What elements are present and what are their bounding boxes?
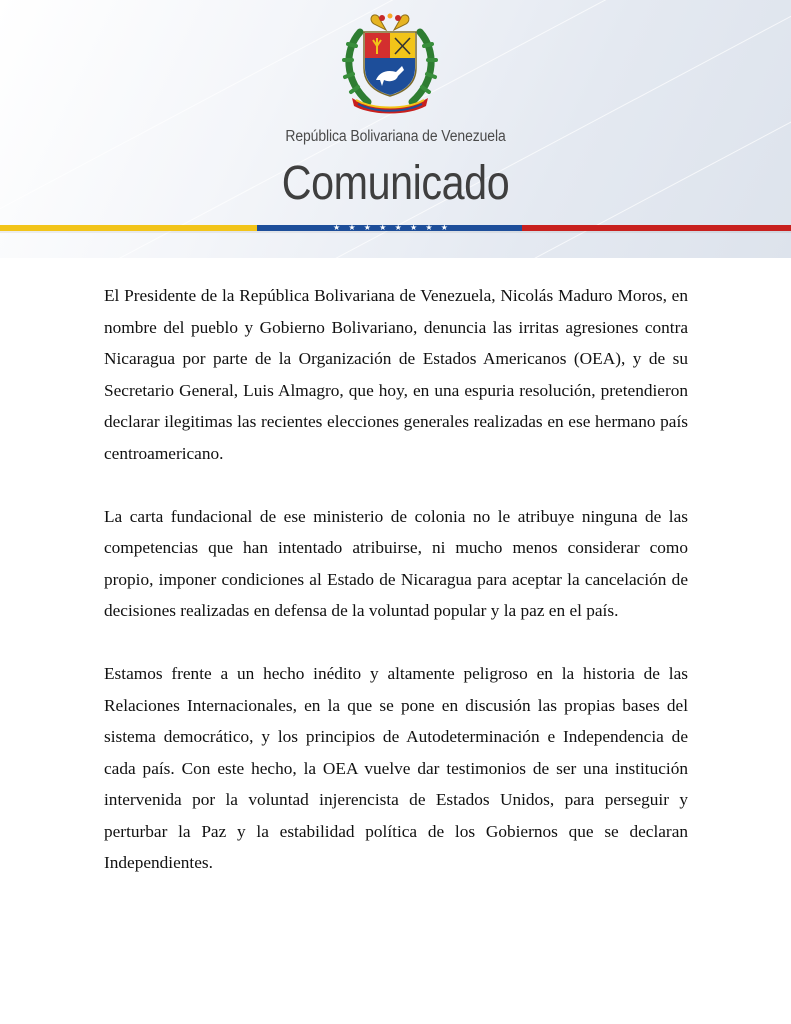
star-icon: ★ xyxy=(409,223,418,232)
flag-stripe-yellow xyxy=(0,225,257,231)
star-icon: ★ xyxy=(379,223,387,232)
star-icon: ★ xyxy=(348,223,356,232)
paragraph: El Presidente de la República Bolivariana de Venezuela, Nicolás Maduro Moros, en nombre del pueblo y Gobierno Bolivariano, denuncia las irritas agresiones contra Nicaragua por parte de la Organización de Estados Americanos (OEA), y de su Secretario General, Luis Almagro, que hoy, en una espuria resolución, pretendieron declarar ilegitimas las recientes elecciones generales realizadas en ese hermano país centroamericano. xyxy=(104,286,688,463)
paragraph: Estamos frente a un hecho inédito y altamente peligroso en la historia de las Relaciones Internacionales, en la que se pone en discusión las propias bases del sistema democrático, y los principios de Autodeterminación e Independencia de cada país. Con este hecho, la OEA vuelve dar testimonios de ser una institución intervenida por la voluntad injerencista de Estados Unidos, para perseguir y perturbar la Paz y la estabilidad política de los Gobiernos que se declaran Independientes. xyxy=(104,664,688,872)
star-icon: ★ xyxy=(440,223,448,232)
paragraph: La carta fundacional de ese ministerio de colonia no le atribuye ninguna de las competencias que han intentado atribuirse, ni mucho menos considerar como propio, imponer condiciones al Estado de Nicaragua para aceptar la cancelación de decisiones realizadas en defensa de la voluntad popular y la paz en el país. xyxy=(104,506,688,620)
flag-stars xyxy=(333,222,448,234)
star-icon: ★ xyxy=(333,223,341,232)
page-title: Comunicado xyxy=(281,157,510,210)
star-icon: ★ xyxy=(363,223,371,232)
star-icon: ★ xyxy=(425,223,433,232)
communique-body xyxy=(104,280,688,910)
star-icon: ★ xyxy=(394,223,402,232)
letterhead xyxy=(0,0,791,258)
venezuela-coat-of-arms-icon xyxy=(338,10,442,116)
country-name: República Bolivariana de Venezuela xyxy=(285,128,506,145)
flag-stripe-red xyxy=(522,225,791,231)
